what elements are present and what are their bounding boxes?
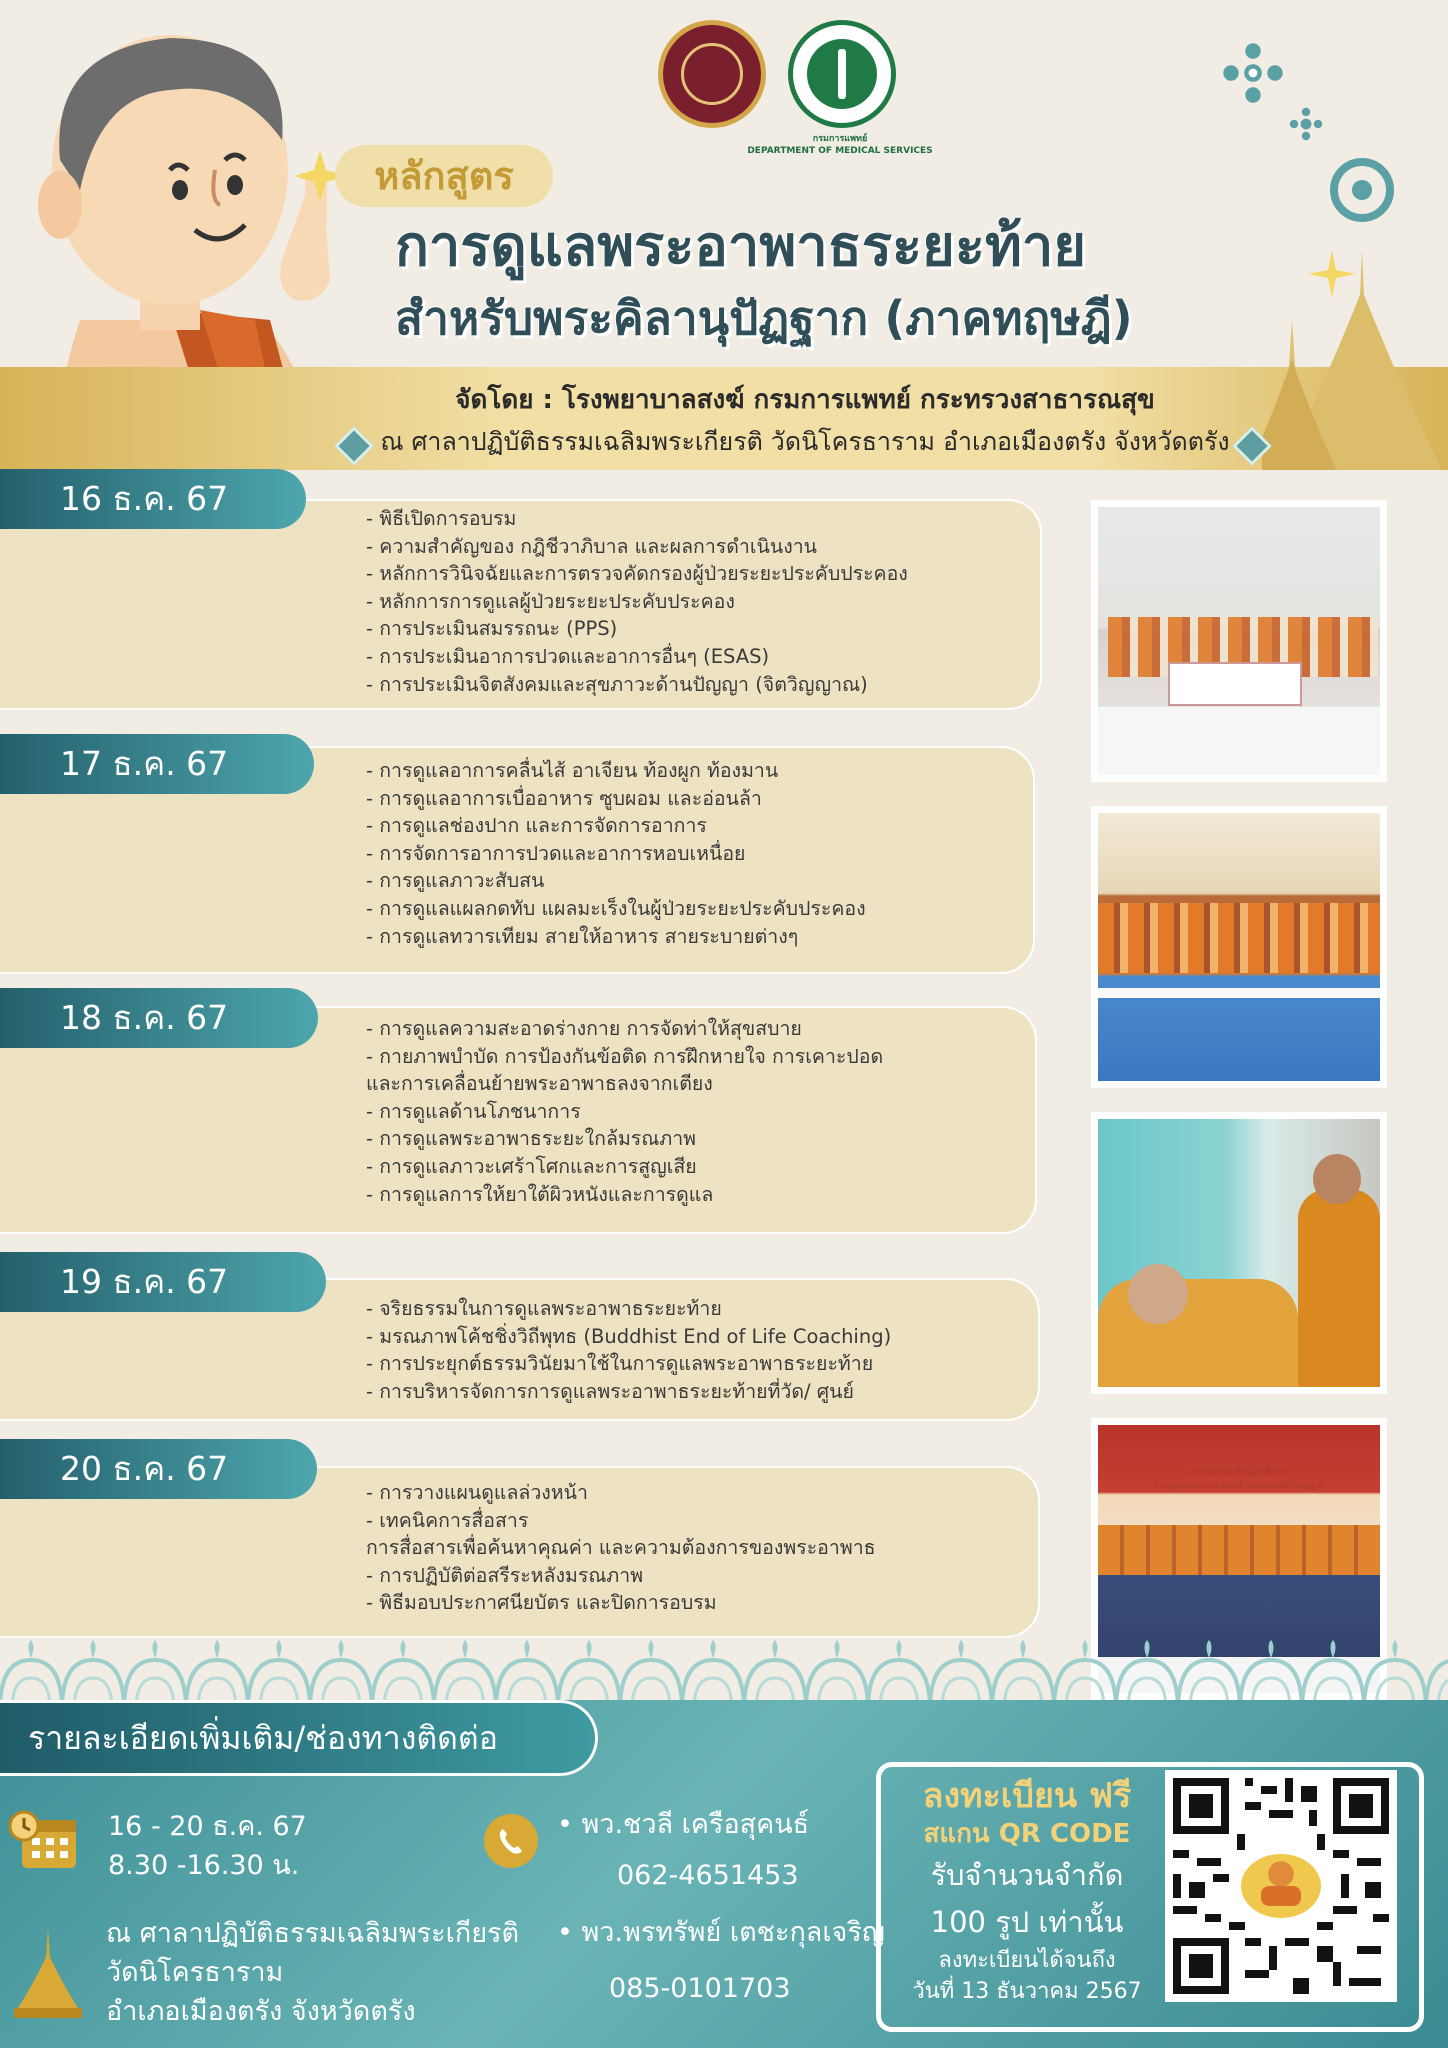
register-scan: สแกน QR CODE xyxy=(923,1819,1131,1849)
page-subtitle: สำหรับพระคิลานุปัฏฐาก (ภาคทฤษฎี) xyxy=(395,291,1133,345)
event-time: 8.30 -16.30 น. xyxy=(108,1850,300,1881)
register-deadline1: ลงทะเบียนได้จนถึง xyxy=(938,1948,1116,1973)
pagoda-illustration xyxy=(1262,140,1448,470)
topic-item: - ความสำคัญของ กฎิชีวาภิบาล และผลการดำเนินงาน xyxy=(366,534,818,558)
registration-text xyxy=(892,1775,1162,2007)
topic-item: - การดูแลการให้ยาใต้ผิวหนังและการดูแล xyxy=(366,1182,714,1206)
date-pill-day1: 16 ธ.ค. 67 xyxy=(0,469,306,529)
lotus-ornament-icon xyxy=(1220,40,1286,106)
topic-list-day4 xyxy=(366,1295,891,1405)
register-limit1: รับจำนวนจำกัด xyxy=(930,1858,1124,1892)
register-deadline2: วันที่ 13 ธันวาคม 2567 xyxy=(912,1979,1142,2004)
department-thai: กรมการแพทย์ xyxy=(812,134,868,144)
date-pill-day4: 19 ธ.ค. 67 xyxy=(0,1252,326,1312)
banner-line2: การดูแลพระอาพาธระยะท้ายของพระคิลานุปัฏฐาก xyxy=(1153,1481,1325,1490)
calendar-clock-icon xyxy=(8,1810,80,1872)
topic-item: - การดูแลอาการเบื่ออาหาร ซูบผอม และอ่อนล้า xyxy=(366,786,762,810)
course-label: หลักสูตร xyxy=(335,145,553,207)
page-title: การดูแลพระอาพาธระยะท้าย xyxy=(395,214,1087,279)
topic-list-day3 xyxy=(366,1015,883,1208)
date-pill-day3: 18 ธ.ค. 67 xyxy=(0,988,318,1048)
topic-item: - การประเมินสมรรถนะ (PPS) xyxy=(366,617,618,641)
footer-venue-line2: วัดนิโครธาราม xyxy=(106,1957,284,1988)
venue-text: ณ ศาลาปฏิบัติธรรมเฉลิมพระเกียรติ วัดนิโครธาราม อำเภอเมืองตรัง จังหวัดตรัง xyxy=(380,427,1230,456)
topic-item: - การดูแลความสะอาดร่างกาย การจัดท่าให้สุขสบาย xyxy=(366,1017,802,1040)
phone-icon xyxy=(483,1813,539,1869)
topic-item: - การดูแลภาวะเศร้าโศกและการสูญเสีย xyxy=(366,1154,697,1178)
photo-patient-care xyxy=(1091,1112,1387,1394)
pagoda-icon xyxy=(12,1928,84,2020)
topic-item: - การดูแลด้านโภชนาการ xyxy=(366,1099,581,1123)
topic-item: - หลักการวินิจฉัยและการตรวจคัดกรองผู้ป่วยระยะประคับประคอง xyxy=(366,562,908,586)
register-title: ลงทะเบียน ฟรี xyxy=(922,1776,1132,1816)
department-label xyxy=(740,133,940,157)
topic-item: การสื่อสารเพื่อค้นหาคุณค่า และความต้องการของพระอาพาธ xyxy=(366,1536,876,1560)
topic-item: - การวางแผนดูแลล่วงหน้า xyxy=(366,1481,588,1504)
footer-venue-line1: ณ ศาลาปฏิบัติธรรมเฉลิมพระเกียรติ xyxy=(106,1918,520,1949)
contact1-phone[interactable]: 062-4651453 xyxy=(617,1860,799,1891)
banner-line1: การอบรมเชิงปฏิบัติการ xyxy=(1189,1467,1289,1478)
topic-item: - การประเมินอาการปวดและอาการอื่นๆ (ESAS) xyxy=(366,644,770,668)
topic-item: - จริยธรรมในการดูแลพระอาพาธระยะท้าย xyxy=(366,1297,722,1320)
small-ornament-icon xyxy=(1288,106,1324,142)
contact2-name: • พว.พรทรัพย์ เตชะกุลเจริญ xyxy=(557,1917,885,1948)
topic-item: - การดูแลช่องปาก และการจัดการอาการ xyxy=(366,814,707,838)
qr-code-graphic xyxy=(1165,1770,1397,2002)
date-pill-day2: 17 ธ.ค. 67 xyxy=(0,734,314,794)
topic-item: - การดูแลภาวะสับสน xyxy=(366,869,545,893)
event-dates: 16 - 20 ธ.ค. 67 xyxy=(108,1811,307,1842)
topic-list-day5 xyxy=(366,1479,876,1617)
topic-item: - หลักการการดูแลผู้ป่วยระยะประคับประคอง xyxy=(366,589,735,613)
topic-item: - การประเมินจิตสังคมและสุขภาวะด้านปัญญา (จิตวิญญาณ) xyxy=(366,672,868,696)
topic-item: - เทคนิคการสื่อสาร xyxy=(366,1508,529,1532)
topic-list-day2 xyxy=(366,757,866,950)
hospital-logo xyxy=(658,20,766,128)
topic-item: - การดูแลพระอาพาธระยะใกล้มรณภาพ xyxy=(366,1127,697,1151)
topic-item: - การประยุกต์ธรรมวินัยมาใช้ในการดูแลพระอาพาธระยะท้าย xyxy=(366,1352,874,1376)
topic-item: - การดูแลทวารเทียม สายให้อาหาร สายระบายต่างๆ xyxy=(366,924,799,948)
contact-heading: รายละเอียดเพิ่มเติม/ช่องทางติดต่อ xyxy=(0,1700,598,1776)
topic-item: - การบริหารจัดการการดูแลพระอาพาธระยะท้ายที่วัด/ ศูนย์ xyxy=(366,1379,854,1403)
topic-item: - การปฏิบัติต่อสรีระหลังมรณภาพ xyxy=(366,1563,644,1587)
topic-item: - มรณภาพโค้ชชิ่งวิถีพุทธ (Buddhist End of Life Coaching) xyxy=(366,1324,892,1348)
contact1-name: • พว.ชวลี เครือสุคนธ์ xyxy=(557,1809,810,1840)
topic-item: - การจัดการอาการปวดและอาการหอบเหนื่อย xyxy=(366,841,746,865)
topic-item: - พิธีเปิดการอบรม xyxy=(366,507,517,530)
photo-group-meeting xyxy=(1091,500,1387,782)
topic-list-day1 xyxy=(366,505,908,698)
topic-item: - การดูแลอาการคลื่นไส้ อาเจียน ท้องผูก ท้องมาน xyxy=(366,759,779,782)
topic-item: - กายภาพบำบัด การป้องกันข้อติด การฝึกหายใจ การเคาะปอด xyxy=(366,1044,884,1068)
contact2-phone[interactable]: 085-0101703 xyxy=(609,1973,791,2004)
department-english: DEPARTMENT OF MEDICAL SERVICES xyxy=(747,146,933,156)
topic-item: - พิธีมอบประกาศนียบัตร และปิดการอบรม xyxy=(366,1591,717,1615)
date-pill-day5: 20 ธ.ค. 67 xyxy=(0,1439,317,1499)
topic-item: - การดูแลแผลกดทับ แผลมะเร็งในผู้ป่วยระยะประคับประคอง xyxy=(366,896,866,920)
register-limit2: 100 รูป เท่านั้น xyxy=(930,1905,1124,1939)
photo-training-hall xyxy=(1091,806,1387,1088)
registration-qr-code[interactable] xyxy=(1165,1770,1397,2002)
ministry-logo xyxy=(788,20,896,128)
organizer-text: จัดโดย : โรงพยาบาลสงฆ์ กรมการแพทย์ กระทรวงสาธารณสุข xyxy=(455,385,1155,415)
topic-item: และการเคลื่อนย้ายพระอาพาธลงจากเตียง xyxy=(366,1072,713,1096)
footer-venue-line3: อำเภอเมืองตรัง จังหวัดตรัง xyxy=(106,1996,416,2027)
